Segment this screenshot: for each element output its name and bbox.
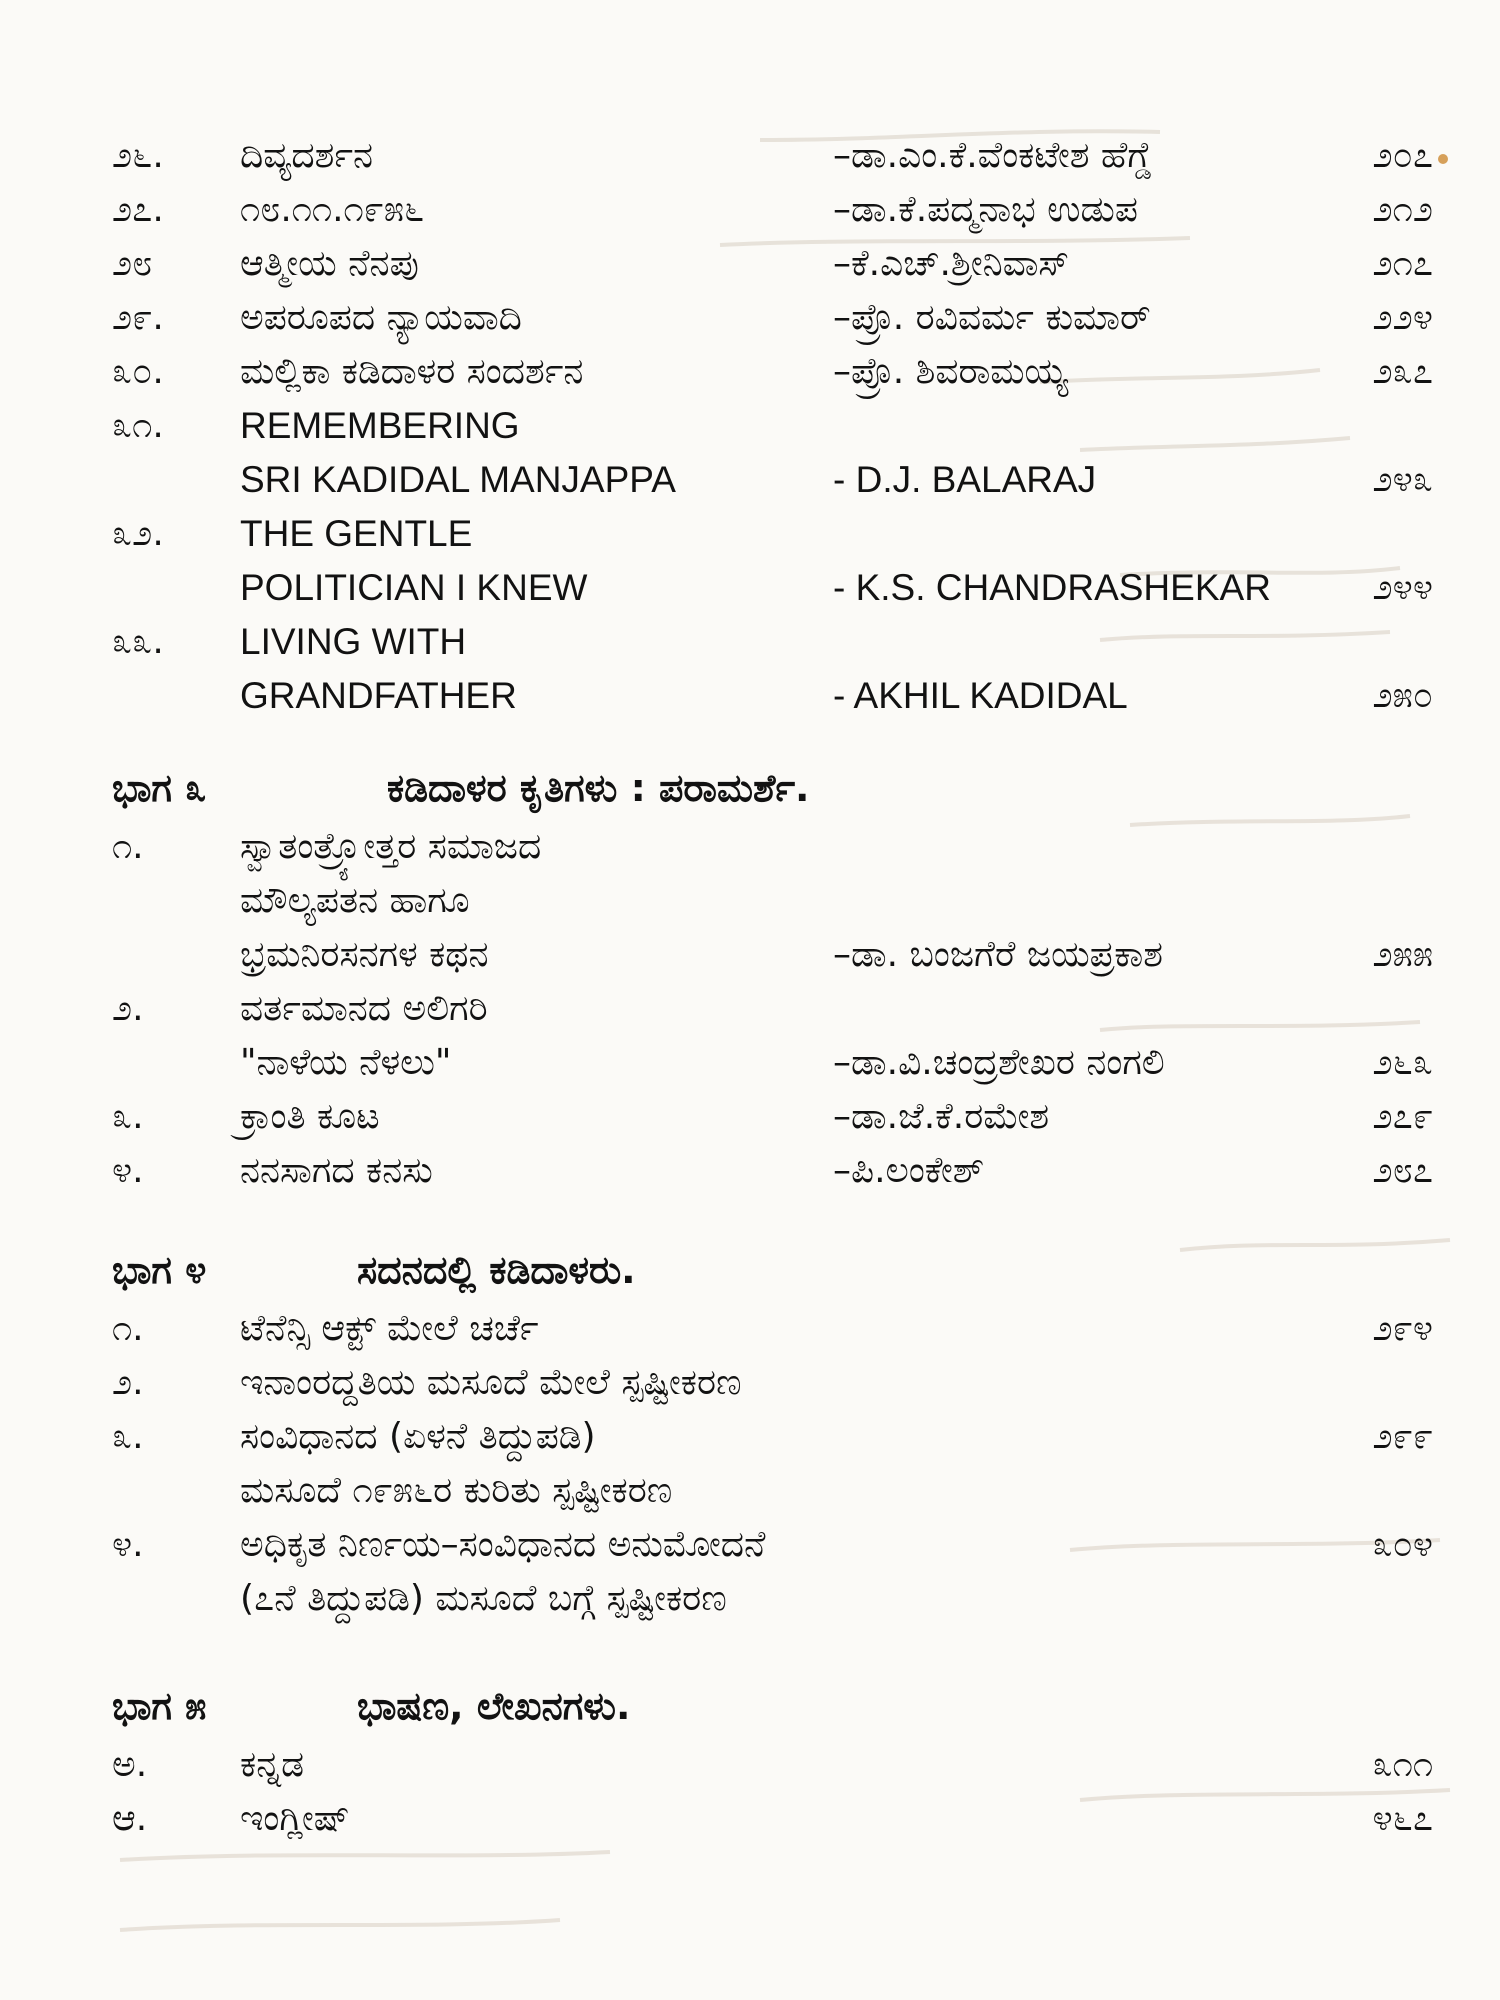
entry-title: ಇಂಗ್ಲೀಷ್ (240, 1798, 350, 1839)
list-item (0, 1408, 1500, 1466)
entry-number: ೩೦. (112, 351, 164, 392)
entry-page-number: ೨೧೨ (1372, 189, 1433, 230)
entry-number: ೨೭. (112, 189, 164, 230)
list-item (0, 1462, 1500, 1520)
entry-number: ಆ. (112, 1798, 148, 1839)
list-item (0, 397, 1500, 455)
list-item (0, 1736, 1500, 1794)
section-title: ಕಡಿದಾಳರ ಕೃತಿಗಳು : ಪರಾಮರ್ಶೆ. (387, 766, 810, 810)
entry-number: ೩. (112, 1416, 144, 1457)
entry-number: ೩೨. (112, 513, 164, 554)
entry-page-number: ೨೩೭ (1372, 351, 1433, 392)
section-title: ಭಾಷಣ, ಲೇಖನಗಳು. (357, 1684, 631, 1728)
entry-title: ಮಲ್ಲಿಕಾ ಕಡಿದಾಳರ ಸಂದರ್ಶನ (240, 351, 584, 392)
entry-number: ೨. (112, 988, 144, 1029)
entry-title: ೧೮.೧೧.೧೯೫೬ (240, 189, 425, 230)
entry-title: (೭ನೆ ತಿದ್ದುಪಡಿ) ಮಸೂದೆ ಬಗ್ಗೆ ಸ್ಪಷ್ಟೀಕರಣ (240, 1578, 727, 1619)
list-item (0, 559, 1500, 617)
list-item (0, 181, 1500, 239)
list-item (0, 1300, 1500, 1358)
entry-title: ಸ್ವಾತಂತ್ರ್ಯೋತ್ತರ ಸಮಾಜದ (240, 826, 542, 867)
list-item (0, 1354, 1500, 1412)
section-title: ಸದನದಲ್ಲಿ ಕಡಿದಾಳರು. (357, 1248, 636, 1292)
list-item (0, 980, 1500, 1038)
list-item (0, 343, 1500, 401)
list-item (0, 1034, 1500, 1092)
entry-author: - AKHIL KADIDAL (833, 675, 1128, 716)
entry-number: ೩೧. (112, 405, 164, 446)
entry-page-number: ೨೫೦ (1372, 675, 1433, 716)
entry-title: ಅಧಿಕೃತ ನಿರ್ಣಯ–ಸಂವಿಧಾನದ ಅನುಮೋದನೆ (240, 1524, 766, 1565)
entry-number: ೨೯. (112, 297, 164, 338)
list-item (0, 1516, 1500, 1574)
entry-title: ಟೆನೆನ್ಸಿ ಆಕ್ಟ್ ಮೇಲೆ ಚರ್ಚೆ (240, 1308, 539, 1349)
entry-page-number: ೨೪೩ (1372, 459, 1433, 500)
entry-page-number: ೨೦೭ (1372, 135, 1433, 176)
entry-page-number: ೨೯೪ (1372, 1308, 1433, 1349)
entry-page-number: ೨೫೫ (1372, 934, 1433, 975)
list-item (0, 613, 1500, 671)
entry-author: –ಪ್ರೊ. ಶಿವರಾಮಯ್ಯ (833, 351, 1069, 392)
entry-title: THE GENTLE (240, 513, 473, 554)
entry-page-number: ೨೨೪ (1372, 297, 1433, 338)
entry-title: ಮಸೂದೆ ೧೯೫೬ರ ಕುರಿತು ಸ್ಪಷ್ಟೀಕರಣ (240, 1470, 673, 1511)
entry-title: ಸಂವಿಧಾನದ (ಏಳನೆ ತಿದ್ದುಪಡಿ) (240, 1416, 596, 1457)
list-item (0, 1088, 1500, 1146)
entry-title: ಕ್ರಾಂತಿ ಕೂಟ (240, 1096, 380, 1137)
entry-number: ೩೩. (112, 621, 164, 662)
entry-page-number: ೨೧೭ (1372, 243, 1433, 284)
section-number: ಭಾಗ ೩ (112, 766, 207, 810)
list-item (0, 1142, 1500, 1200)
list-item (0, 1570, 1500, 1628)
entry-title: "ನಾಳೆಯ ನೆಳಲು" (240, 1042, 452, 1083)
paper-stain (1438, 154, 1448, 164)
entry-title: ಅಪರೂಪದ ನ್ಯಾಯವಾದಿ (240, 297, 522, 338)
list-item (0, 872, 1500, 930)
entry-number: ೧. (112, 826, 144, 867)
entry-number: ೪. (112, 1524, 144, 1565)
entry-page-number: ೨೮೭ (1372, 1150, 1433, 1191)
entry-title: POLITICIAN I KNEW (240, 567, 588, 608)
entry-number: ೪. (112, 1150, 144, 1191)
list-item (0, 127, 1500, 185)
entry-author: –ಪ್ರೊ. ರವಿವರ್ಮ ಕುಮಾರ್ (833, 297, 1151, 338)
entry-title: ಮೌಲ್ಯಪತನ ಹಾಗೂ (240, 880, 470, 921)
entry-author: –ಡಾ.ಕೆ.ಪದ್ಮನಾಭ ಉಡುಪ (833, 189, 1138, 230)
list-item (0, 926, 1500, 984)
entry-number: ಅ. (112, 1744, 148, 1785)
entry-author: - D.J. BALARAJ (833, 459, 1097, 500)
section-number: ಭಾಗ ೪ (112, 1248, 207, 1292)
entry-author: –ಡಾ.ಜೆ.ಕೆ.ರಮೇಶ (833, 1096, 1050, 1137)
entry-page-number: ೨೭೯ (1372, 1096, 1433, 1137)
entry-title: ಆತ್ಮೀಯ ನೆನಪು (240, 243, 419, 284)
entry-author: –ಡಾ. ಬಂಜಗೆರೆ ಜಯಪ್ರಕಾಶ (833, 934, 1163, 975)
list-item (0, 235, 1500, 293)
entry-title: ಭ್ರಮನಿರಸನಗಳ ಕಥನ (240, 934, 489, 975)
list-item (0, 289, 1500, 347)
entry-number: ೨೬. (112, 135, 164, 176)
list-item (0, 667, 1500, 725)
entry-page-number: ೪೬೭ (1372, 1798, 1433, 1839)
entry-author: –ಕೆ.ಎಚ್.ಶ್ರೀನಿವಾಸ್ (833, 243, 1070, 284)
entry-number: ೩. (112, 1096, 144, 1137)
entry-title: ನನಸಾಗದ ಕನಸು (240, 1150, 433, 1191)
entry-author: - K.S. CHANDRASHEKAR (833, 567, 1271, 608)
section-heading (112, 1676, 1312, 1736)
list-item (0, 1790, 1500, 1848)
list-item (0, 505, 1500, 563)
entry-author: –ಡಾ.ವಿ.ಚಂದ್ರಶೇಖರ ನಂಗಲಿ (833, 1042, 1165, 1083)
entry-page-number: ೨೪೪ (1372, 567, 1433, 608)
entry-number: ೨. (112, 1362, 144, 1403)
entry-title: ದಿವ್ಯದರ್ಶನ (240, 135, 373, 176)
entry-page-number: ೩೧೧ (1372, 1744, 1433, 1785)
entry-author: –ಪಿ.ಲಂಕೇಶ್ (833, 1150, 985, 1191)
entry-title: ಕನ್ನಡ (240, 1744, 305, 1785)
entry-number: ೨೮ (112, 243, 153, 284)
entry-title: GRANDFATHER (240, 675, 517, 716)
entry-page-number: ೨೬೩ (1372, 1042, 1433, 1083)
section-number: ಭಾಗ ೫ (112, 1684, 207, 1728)
list-item (0, 451, 1500, 509)
entry-title: LIVING WITH (240, 621, 467, 662)
list-item (0, 818, 1500, 876)
entry-page-number: ೩೦೪ (1372, 1524, 1433, 1565)
entry-title: ವರ್ತಮಾನದ ಅಲಿಗರಿ (240, 988, 488, 1029)
entry-title: SRI KADIDAL MANJAPPA (240, 459, 676, 500)
section-heading (112, 1240, 1312, 1300)
entry-author: –ಡಾ.ಎಂ.ಕೆ.ವೆಂಕಟೇಶ ಹೆಗ್ಡೆ (833, 135, 1153, 176)
entry-page-number: ೨೯೯ (1372, 1416, 1433, 1457)
entry-title: REMEMBERING (240, 405, 520, 446)
section-heading (112, 758, 1312, 818)
entry-number: ೧. (112, 1308, 144, 1349)
entry-title: ಇನಾಂರದ್ದತಿಯ ಮಸೂದೆ ಮೇಲೆ ಸ್ಪಷ್ಟೀಕರಣ (240, 1362, 742, 1403)
